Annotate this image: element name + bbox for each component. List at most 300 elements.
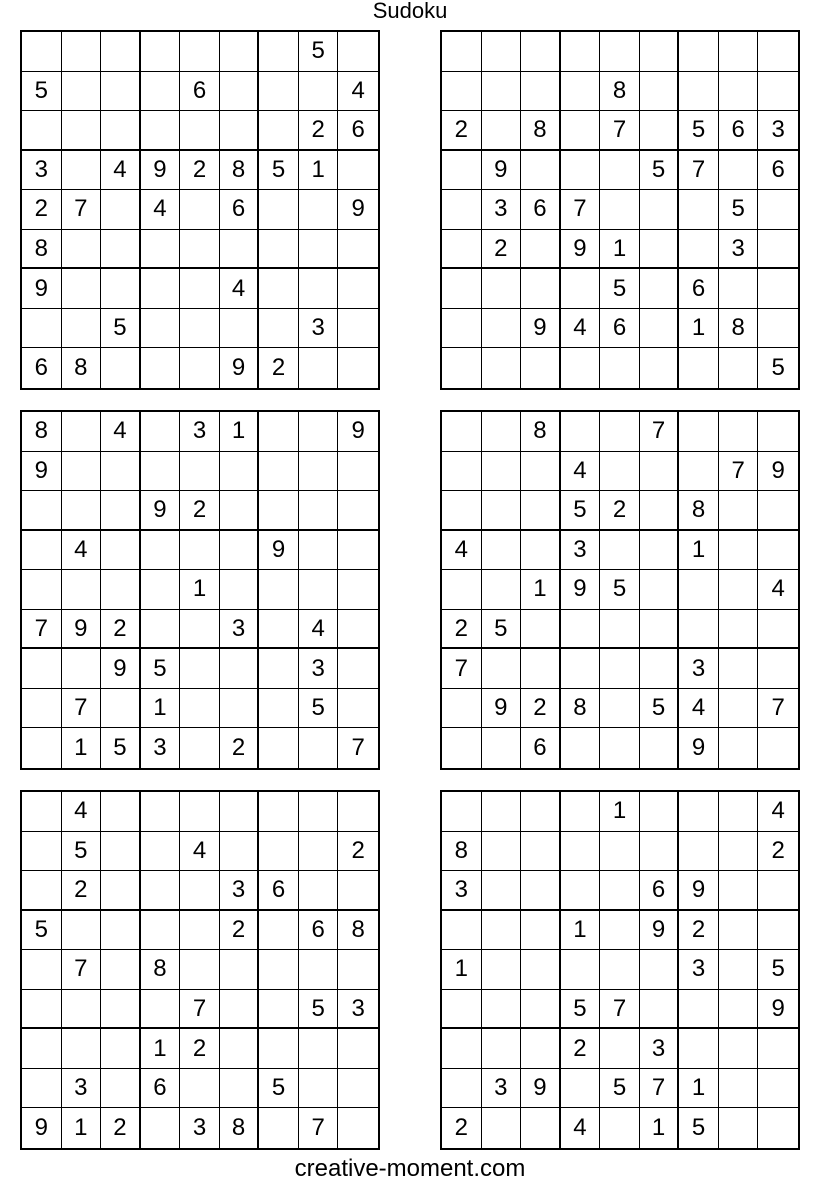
- sudoku-cell: 3: [719, 230, 759, 270]
- sudoku-cell: [180, 452, 220, 492]
- sudoku-cell: 3: [561, 531, 601, 571]
- sudoku-cell: 6: [22, 348, 62, 388]
- sudoku-cell: [758, 531, 798, 571]
- sudoku-cell: [561, 610, 601, 650]
- sudoku-cell: 9: [141, 491, 181, 531]
- sudoku-cell: [561, 412, 601, 452]
- sudoku-cell: [220, 230, 260, 270]
- sudoku-cell: [758, 728, 798, 768]
- sudoku-cell: [22, 32, 62, 72]
- sudoku-cell: 5: [141, 649, 181, 689]
- sudoku-cell: [561, 348, 601, 388]
- sudoku-cell: [220, 689, 260, 729]
- sudoku-cell: [442, 452, 482, 492]
- sudoku-cell: [62, 309, 102, 349]
- sudoku-cell: [141, 32, 181, 72]
- sudoku-cell: [679, 570, 719, 610]
- sudoku-cell: 2: [62, 871, 102, 911]
- sudoku-cell: 9: [101, 649, 141, 689]
- sudoku-cell: [719, 348, 759, 388]
- sudoku-cell: [259, 190, 299, 230]
- page-title: Sudoku: [372, 0, 448, 23]
- sudoku-cell: 4: [679, 689, 719, 729]
- sudoku-cell: [719, 911, 759, 951]
- sudoku-cell: [600, 950, 640, 990]
- sudoku-cell: 9: [220, 348, 260, 388]
- sudoku-cell: 4: [180, 832, 220, 872]
- sudoku-cell: [338, 1108, 378, 1148]
- sudoku-cell: 1: [141, 1029, 181, 1069]
- sudoku-cell: [259, 570, 299, 610]
- sudoku-cell: [521, 151, 561, 191]
- sudoku-cell: [299, 72, 339, 112]
- sudoku-cell: 6: [600, 309, 640, 349]
- sudoku-cell: [442, 72, 482, 112]
- sudoku-cell: [640, 452, 680, 492]
- sudoku-cell: [521, 990, 561, 1030]
- sudoku-cell: [101, 230, 141, 270]
- sudoku-cell: [719, 151, 759, 191]
- sudoku-cell: 2: [259, 348, 299, 388]
- sudoku-cell: [561, 151, 601, 191]
- sudoku-cell: [521, 792, 561, 832]
- sudoku-cell: [220, 1069, 260, 1109]
- sudoku-cell: [180, 309, 220, 349]
- sudoku-cell: [719, 491, 759, 531]
- sudoku-cell: 2: [220, 728, 260, 768]
- sudoku-cell: 3: [482, 190, 522, 230]
- sudoku-cell: [101, 190, 141, 230]
- sudoku-cell: 8: [62, 348, 102, 388]
- sudoku-cell: [101, 570, 141, 610]
- sudoku-cell: [758, 190, 798, 230]
- sudoku-cell: [482, 911, 522, 951]
- sudoku-cell: [338, 1029, 378, 1069]
- sudoku-cell: [758, 491, 798, 531]
- sudoku-cell: [101, 792, 141, 832]
- sudoku-cell: [338, 1069, 378, 1109]
- sudoku-cell: [521, 649, 561, 689]
- sudoku-cell: 9: [22, 452, 62, 492]
- sudoku-grid-1: [20, 30, 380, 390]
- sudoku-cell: 3: [180, 1108, 220, 1148]
- sudoku-cell: [259, 412, 299, 452]
- sudoku-cell: 2: [220, 911, 260, 951]
- sudoku-cell: [442, 190, 482, 230]
- sudoku-cell: [482, 531, 522, 571]
- sudoku-cell: 9: [259, 531, 299, 571]
- sudoku-cell: [180, 950, 220, 990]
- sudoku-cell: 6: [758, 151, 798, 191]
- sudoku-cell: [521, 452, 561, 492]
- sudoku-cell: [600, 452, 640, 492]
- sudoku-cell: 5: [758, 950, 798, 990]
- sudoku-cell: 9: [758, 452, 798, 492]
- sudoku-cell: [521, 269, 561, 309]
- sudoku-cell: [521, 832, 561, 872]
- sudoku-cell: [141, 348, 181, 388]
- sudoku-cell: 7: [679, 151, 719, 191]
- sudoku-cell: 4: [62, 792, 102, 832]
- sudoku-cell: [141, 269, 181, 309]
- sudoku-cell: [482, 792, 522, 832]
- sudoku-cell: [679, 348, 719, 388]
- sudoku-cell: [338, 32, 378, 72]
- sudoku-cell: [600, 871, 640, 911]
- sudoku-cell: 6: [180, 72, 220, 112]
- sudoku-cell: 4: [338, 72, 378, 112]
- sudoku-cell: [640, 649, 680, 689]
- sudoku-cell: [180, 871, 220, 911]
- sudoku-cell: [338, 452, 378, 492]
- sudoku-cell: 8: [719, 309, 759, 349]
- sudoku-cell: 1: [62, 728, 102, 768]
- sudoku-cell: 1: [679, 309, 719, 349]
- sudoku-grid-5: [20, 790, 380, 1150]
- sudoku-cell: [719, 570, 759, 610]
- sudoku-cell: [521, 230, 561, 270]
- sudoku-cell: [220, 72, 260, 112]
- sudoku-cell: [338, 950, 378, 990]
- sudoku-cell: [442, 990, 482, 1030]
- sudoku-cell: 7: [758, 689, 798, 729]
- sudoku-cell: [482, 32, 522, 72]
- sudoku-cell: [141, 111, 181, 151]
- sudoku-cell: [101, 1069, 141, 1109]
- sudoku-cell: [299, 531, 339, 571]
- sudoku-cell: [180, 610, 220, 650]
- sudoku-cell: 1: [220, 412, 260, 452]
- sudoku-cell: [259, 990, 299, 1030]
- sudoku-cell: [719, 689, 759, 729]
- sudoku-cell: [640, 309, 680, 349]
- sudoku-cell: 9: [640, 911, 680, 951]
- sudoku-cell: [220, 1029, 260, 1069]
- sudoku-cell: [101, 911, 141, 951]
- sudoku-cell: [600, 610, 640, 650]
- sudoku-cell: [561, 950, 601, 990]
- sudoku-cell: [220, 950, 260, 990]
- sudoku-cell: [521, 72, 561, 112]
- sudoku-cell: [600, 1029, 640, 1069]
- sudoku-cell: [22, 832, 62, 872]
- sudoku-cell: [561, 269, 601, 309]
- sudoku-cell: 4: [62, 531, 102, 571]
- sudoku-cell: [561, 728, 601, 768]
- sudoku-cell: [600, 190, 640, 230]
- sudoku-cell: [180, 1069, 220, 1109]
- sudoku-cell: [299, 1029, 339, 1069]
- sudoku-cell: [141, 871, 181, 911]
- sudoku-cell: [22, 1029, 62, 1069]
- sudoku-cell: [679, 32, 719, 72]
- sudoku-cell: [259, 1108, 299, 1148]
- sudoku-cell: [719, 610, 759, 650]
- sudoku-cell: [600, 1108, 640, 1148]
- sudoku-cell: 8: [22, 230, 62, 270]
- sudoku-cell: [141, 531, 181, 571]
- sudoku-cell: 8: [220, 151, 260, 191]
- sudoku-cell: 4: [561, 452, 601, 492]
- sudoku-cell: [22, 871, 62, 911]
- sudoku-cell: [640, 190, 680, 230]
- sudoku-cell: 1: [299, 151, 339, 191]
- sudoku-cell: [640, 950, 680, 990]
- sudoku-cell: 4: [141, 190, 181, 230]
- sudoku-cell: 5: [101, 728, 141, 768]
- sudoku-cell: [482, 990, 522, 1030]
- sudoku-cell: [719, 1108, 759, 1148]
- sudoku-cell: 8: [22, 412, 62, 452]
- sudoku-cell: [220, 491, 260, 531]
- sudoku-grid-6: [440, 790, 800, 1150]
- sudoku-cell: [679, 792, 719, 832]
- sudoku-cell: 5: [679, 111, 719, 151]
- sudoku-cell: [141, 1108, 181, 1148]
- sudoku-cell: 5: [62, 832, 102, 872]
- sudoku-cell: [299, 230, 339, 270]
- sudoku-cell: 1: [180, 570, 220, 610]
- sudoku-cell: 7: [600, 111, 640, 151]
- sudoku-cell: 9: [679, 728, 719, 768]
- sudoku-cell: [521, 950, 561, 990]
- sudoku-cell: 2: [180, 491, 220, 531]
- sudoku-cell: 1: [679, 1069, 719, 1109]
- sudoku-cell: [180, 792, 220, 832]
- sudoku-cell: 7: [640, 412, 680, 452]
- sudoku-cell: 1: [561, 911, 601, 951]
- sudoku-cell: [62, 111, 102, 151]
- sudoku-cell: [442, 151, 482, 191]
- sudoku-cell: [62, 452, 102, 492]
- sudoku-cell: [62, 990, 102, 1030]
- sudoku-cell: [482, 72, 522, 112]
- sudoku-cell: 9: [521, 1069, 561, 1109]
- sudoku-cell: [561, 832, 601, 872]
- sudoku-cell: [338, 570, 378, 610]
- sudoku-cell: [719, 72, 759, 112]
- sudoku-cell: [180, 190, 220, 230]
- sudoku-cell: 2: [442, 610, 482, 650]
- sudoku-cell: [640, 491, 680, 531]
- sudoku-cell: 2: [679, 911, 719, 951]
- sudoku-cell: 3: [338, 990, 378, 1030]
- sudoku-cell: 6: [220, 190, 260, 230]
- sudoku-cell: [101, 269, 141, 309]
- sudoku-cell: [640, 792, 680, 832]
- sudoku-cell: 3: [758, 111, 798, 151]
- sudoku-cell: [600, 32, 640, 72]
- site-footer: creative-moment.com: [294, 1155, 526, 1182]
- sudoku-cell: [561, 792, 601, 832]
- sudoku-cell: 5: [22, 72, 62, 112]
- sudoku-cell: [338, 230, 378, 270]
- sudoku-cell: [442, 491, 482, 531]
- sudoku-cell: 6: [299, 911, 339, 951]
- sudoku-cell: [299, 728, 339, 768]
- sudoku-cell: [758, 911, 798, 951]
- sudoku-cell: [299, 491, 339, 531]
- sudoku-cell: 7: [442, 649, 482, 689]
- sudoku-cell: [101, 32, 141, 72]
- sudoku-cell: [62, 412, 102, 452]
- sudoku-cell: [22, 111, 62, 151]
- sudoku-cell: 3: [62, 1069, 102, 1109]
- sudoku-cell: [22, 1069, 62, 1109]
- sudoku-cell: 5: [561, 491, 601, 531]
- sudoku-cell: [299, 412, 339, 452]
- sudoku-cell: 8: [561, 689, 601, 729]
- sudoku-cell: [22, 950, 62, 990]
- sudoku-cell: 4: [220, 269, 260, 309]
- sudoku-cell: 5: [771, 354, 785, 382]
- sudoku-cell: 1: [600, 792, 640, 832]
- sudoku-cell: 3: [482, 1069, 522, 1109]
- sudoku-cell: [758, 1029, 798, 1069]
- sudoku-cell: [62, 649, 102, 689]
- sudoku-cell: 7: [62, 190, 102, 230]
- sudoku-cell: 8: [521, 412, 561, 452]
- sudoku-cell: 4: [101, 151, 141, 191]
- sudoku-cell: [338, 610, 378, 650]
- sudoku-cell: 5: [299, 689, 339, 729]
- sudoku-cell: [719, 1069, 759, 1109]
- sudoku-cell: [259, 649, 299, 689]
- sudoku-cell: 5: [299, 32, 339, 72]
- sudoku-cell: [719, 32, 759, 72]
- sudoku-cell: [719, 792, 759, 832]
- sudoku-cell: 1: [600, 230, 640, 270]
- sudoku-cell: [180, 269, 220, 309]
- sudoku-cell: [180, 111, 220, 151]
- sudoku-cell: [141, 230, 181, 270]
- sudoku-cell: [62, 570, 102, 610]
- sudoku-cell: [600, 348, 640, 388]
- sudoku-cell: 3: [141, 728, 181, 768]
- sudoku-cell: [259, 832, 299, 872]
- sudoku-cell: [299, 570, 339, 610]
- sudoku-cell: [259, 689, 299, 729]
- sudoku-cell: [600, 649, 640, 689]
- sudoku-cell: [180, 649, 220, 689]
- sudoku-cell: 5: [600, 269, 640, 309]
- sudoku-cell: 4: [758, 792, 798, 832]
- sudoku-cell: 6: [679, 269, 719, 309]
- sudoku-cell: [679, 412, 719, 452]
- sudoku-cell: 7: [351, 734, 365, 762]
- sudoku-cell: 5: [600, 1069, 640, 1109]
- sudoku-cell: [719, 950, 759, 990]
- sudoku-cell: [719, 649, 759, 689]
- sudoku-cell: 2: [101, 610, 141, 650]
- sudoku-cell: 9: [22, 1108, 62, 1148]
- sudoku-cell: [101, 950, 141, 990]
- sudoku-cell: [220, 531, 260, 571]
- sudoku-grid-2: [440, 30, 800, 390]
- sudoku-cell: 2: [600, 491, 640, 531]
- sudoku-cell: [561, 72, 601, 112]
- sudoku-cell: 4: [561, 1108, 601, 1148]
- sudoku-cell: [299, 348, 339, 388]
- sudoku-cell: [640, 269, 680, 309]
- sudoku-cell: 5: [259, 151, 299, 191]
- sudoku-cell: 5: [640, 689, 680, 729]
- sudoku-cell: [299, 832, 339, 872]
- sudoku-cell: [338, 792, 378, 832]
- sudoku-cell: [22, 689, 62, 729]
- sudoku-cell: [758, 412, 798, 452]
- sudoku-cell: [299, 269, 339, 309]
- sudoku-cell: [22, 570, 62, 610]
- sudoku-cell: 6: [719, 111, 759, 151]
- sudoku-cell: [600, 531, 640, 571]
- sudoku-cell: 2: [561, 1029, 601, 1069]
- sudoku-cell: [482, 491, 522, 531]
- sudoku-cell: [338, 151, 378, 191]
- sudoku-cell: 5: [22, 911, 62, 951]
- sudoku-cell: 3: [299, 649, 339, 689]
- sudoku-cell: [640, 570, 680, 610]
- sudoku-cell: [679, 230, 719, 270]
- sudoku-cell: [338, 491, 378, 531]
- sudoku-cell: [482, 348, 522, 388]
- sudoku-cell: [299, 950, 339, 990]
- sudoku-cell: [758, 269, 798, 309]
- sudoku-cell: [141, 911, 181, 951]
- sudoku-cell: [679, 190, 719, 230]
- sudoku-cell: [180, 689, 220, 729]
- sudoku-cell: [482, 1108, 522, 1148]
- sudoku-cell: [521, 32, 561, 72]
- sudoku-cell: [679, 72, 719, 112]
- sudoku-cell: [141, 72, 181, 112]
- sudoku-cell: 2: [299, 111, 339, 151]
- sudoku-cell: [299, 190, 339, 230]
- sudoku-cell: [141, 990, 181, 1030]
- sudoku-cell: [220, 452, 260, 492]
- sudoku-cell: [482, 1029, 522, 1069]
- sudoku-cell: [521, 531, 561, 571]
- sudoku-cell: [679, 832, 719, 872]
- sudoku-cell: [259, 230, 299, 270]
- sudoku-cell: [758, 649, 798, 689]
- sudoku-cell: [442, 230, 482, 270]
- sudoku-cell: [101, 1029, 141, 1069]
- sudoku-cell: [101, 348, 141, 388]
- sudoku-cell: [338, 689, 378, 729]
- sudoku-cell: [679, 610, 719, 650]
- sudoku-cell: 5: [259, 1069, 299, 1109]
- sudoku-cell: [299, 452, 339, 492]
- sudoku-cell: 8: [521, 111, 561, 151]
- sudoku-cell: 4: [758, 570, 798, 610]
- sudoku-cell: [640, 230, 680, 270]
- sudoku-cell: [338, 348, 378, 388]
- sudoku-cell: [101, 491, 141, 531]
- sudoku-cell: 7: [600, 990, 640, 1030]
- sudoku-cell: [521, 491, 561, 531]
- sudoku-cell: [600, 151, 640, 191]
- sudoku-cell: 5: [101, 309, 141, 349]
- sudoku-cell: [299, 871, 339, 911]
- sudoku-cell: [719, 728, 759, 768]
- sudoku-cell: 7: [299, 1108, 339, 1148]
- sudoku-cell: [719, 1029, 759, 1069]
- sudoku-cell: [442, 689, 482, 729]
- sudoku-cell: 6: [141, 1069, 181, 1109]
- sudoku-cell: [101, 72, 141, 112]
- sudoku-cell: [141, 412, 181, 452]
